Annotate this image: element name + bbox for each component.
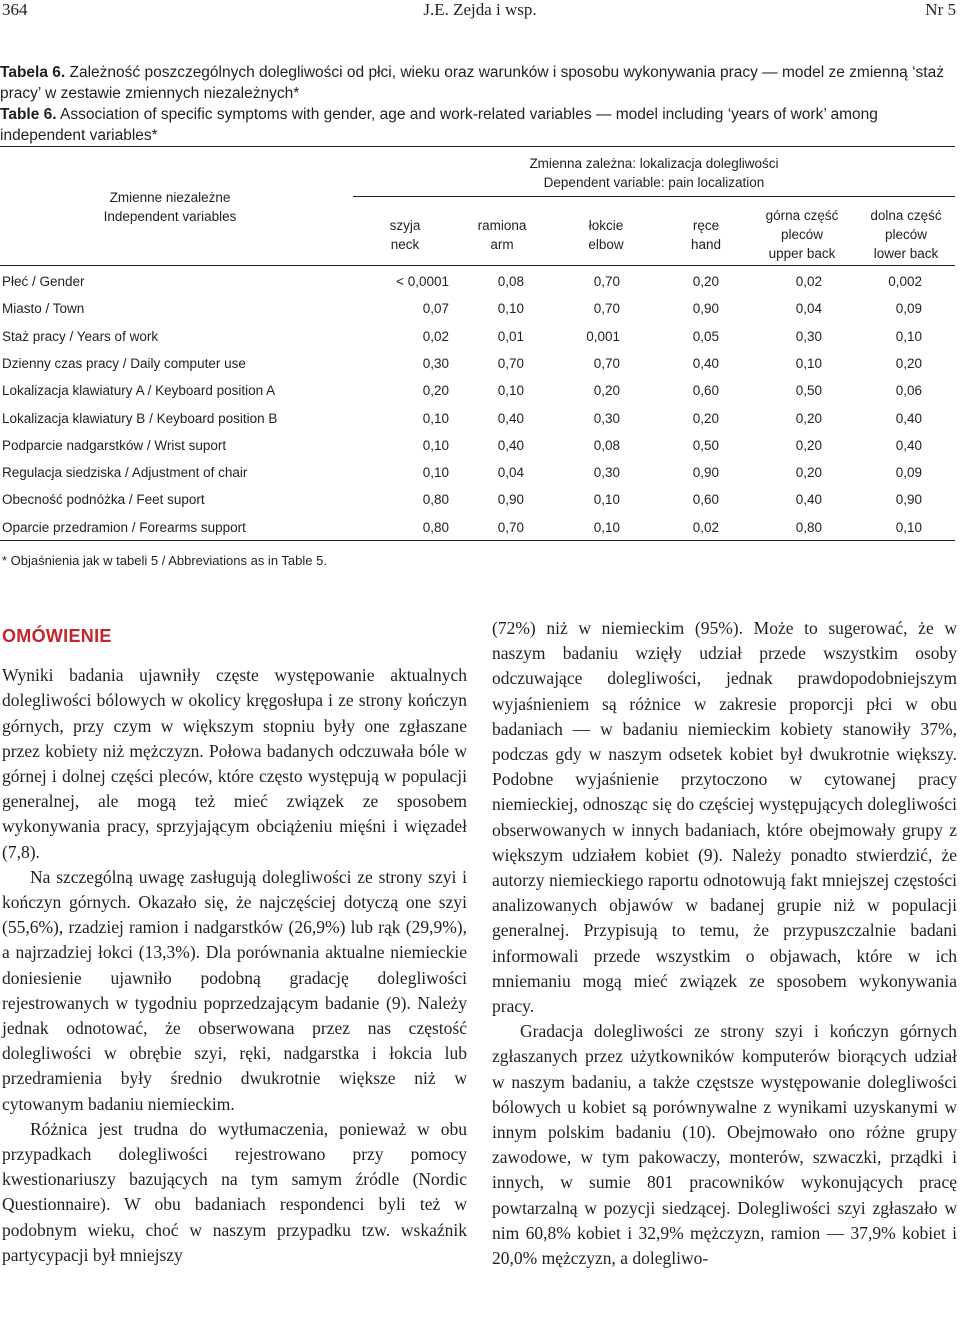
caption-en-label: Table 6.: [0, 106, 57, 123]
cell-value: 0,09: [895, 465, 922, 481]
cell-value: 0,20: [795, 437, 822, 453]
cell-value: 0,02: [692, 519, 719, 535]
section-title: OMÓWIENIE: [2, 626, 112, 646]
cell-value: 0,001: [586, 328, 620, 344]
cell-value: 0,40: [497, 410, 524, 426]
cell-value: 0,60: [692, 492, 719, 508]
caption-pl-label: Tabela 6.: [0, 64, 66, 81]
col-upper-back-pl1: górna część: [765, 208, 839, 223]
cell-value: 0,10: [593, 519, 620, 535]
table-bottom-rule: [0, 540, 955, 541]
dep-header-rule: [353, 196, 955, 197]
caption-pl: [0, 62, 950, 104]
cell-value: 0,80: [795, 519, 822, 535]
col-elbow-en: elbow: [588, 237, 624, 252]
col-elbow-pl: łokcie: [588, 218, 624, 233]
cell-value: 0,20: [795, 410, 822, 426]
left-paragraph-3: Różnica jest trudna do wytłumaczenia, ponieważ w obu przypadkach dolegliwości rejestrowano przy pomocy kwestionariuszy bazujących na tym samym źródle (Nordic Questionnaire). W obu badaniach respondenci byli też w podobnym wieku, choć w naszym przypadku tzw. wskaźnik partycypacji był mniejszy: [2, 1118, 467, 1265]
cell-value: < 0,0001: [396, 274, 449, 289]
indep-header-en: Independent variables: [103, 209, 237, 224]
col-header-arm: [452, 216, 552, 254]
col-arm-en: arm: [490, 237, 514, 252]
row-label: Lokalizacja klawiatury B / Keyboard position B: [2, 410, 278, 426]
row-label: Miasto / Town: [2, 301, 85, 317]
dep-header-en: Dependent variable: pain localization: [543, 175, 765, 190]
table-row: [0, 408, 955, 430]
col-neck-en: neck: [390, 237, 420, 252]
cell-value: 0,02: [422, 328, 449, 344]
right-paragraph-2: Gradacja dolegliwości ze strony szyi i kończyn górnych zgłaszanych przez użytkowników komputerów biorących udział w naszym badaniu, a także częstsze występowanie dolegliwości bólowych u kobiet są porównywalne z wynikami uzyskanymi w innym polskim badaniu (10). Obejmowało ono różne grupy zawodowe, w tym pakowaczy, monterów, szwaczki, prządki i innych, w sumie 801 pracowników wykonujących pracę powtarzalną w pozycji siedzącej. Dolegliwości szyi zgłaszało w nim 60,8% kobiet i 32,9% mężczyzn, ramion — 37,9% kobiet i 20,0% mężczyzn, a dolegliwo-: [492, 1021, 957, 1269]
cell-value: 0,70: [593, 355, 620, 371]
table-row: [0, 489, 955, 511]
col-arm-pl: ramiona: [477, 218, 527, 233]
cell-value: 0,60: [692, 383, 719, 399]
col-header-elbow: [556, 216, 656, 254]
cell-value: 0,30: [795, 328, 822, 344]
indep-header: [60, 188, 280, 226]
table-row: [0, 435, 955, 457]
dep-header-pl: Zmienna zależna: lokalizacja dolegliwości: [529, 156, 779, 171]
cell-value: 0,90: [692, 465, 719, 481]
cell-value: 0,90: [895, 492, 922, 508]
cell-value: 0,06: [895, 383, 922, 399]
cell-value: 0,80: [422, 519, 449, 535]
page-number: 364: [2, 0, 28, 19]
col-header-hand: [656, 216, 756, 254]
cell-value: 0,70: [497, 355, 524, 371]
cell-value: 0,10: [497, 383, 524, 399]
col-hand-pl: ręce: [692, 218, 720, 233]
table-row: [0, 298, 955, 320]
cell-value: 0,02: [795, 274, 822, 289]
cell-value: 0,04: [795, 301, 822, 317]
cell-value: 0,10: [497, 301, 524, 317]
cell-value: 0,40: [895, 437, 922, 453]
cell-value: 0,05: [692, 328, 719, 344]
table-row: [0, 271, 955, 293]
cell-value: 0,80: [422, 492, 449, 508]
cell-value: 0,20: [593, 383, 620, 399]
cell-value: 0,08: [593, 437, 620, 453]
col-lower-back-en: lower back: [873, 246, 939, 261]
col-upper-back-pl2: pleców: [780, 227, 824, 242]
cell-value: 0,10: [895, 519, 922, 535]
table-row: [0, 380, 955, 402]
left-paragraph-2: Na szczególną uwagę zasługują dolegliwości ze strony szyi i kończyn górnych. Okazało się, że najczęściej dotyczą one szyi (55,6%), rzadziej ramion i nadgarstków (26,9%) lub rąk (29,9%), a najrzadziej łokci (13,3%). Dla porównania aktualne niemieckie doniesienie ujawniło podobną gradację dolegliwości rejestrowanych w tygodniu poprzedzającym badanie (9). Należy jednak odnotować, że obserwowana przez nas częstość dolegliwości w obrębie szyi, ręki, nadgarstka i łokcia lub przedramienia były średnio dwukrotnie większe niż w cytowanym badaniu niemieckim.: [2, 866, 467, 1114]
cell-value: 0,10: [422, 465, 449, 481]
cell-value: 0,08: [497, 274, 524, 289]
col-hand-en: hand: [690, 237, 722, 252]
table-caption: [0, 62, 950, 146]
cell-value: 0,70: [497, 519, 524, 535]
table-row: [0, 353, 955, 375]
table-top-rule: [0, 146, 955, 147]
caption-pl-text: Zależność poszczególnych dolegliwości od płci, wieku oraz warunków i sposobu wykonywania pracy — model ze zmienną ‘staż pracy’ w zestawie zmiennych niezależnych*: [0, 64, 944, 102]
row-label: Regulacja siedziska / Adjustment of chair: [2, 465, 248, 481]
cell-value: 0,20: [692, 410, 719, 426]
cell-value: 0,10: [422, 437, 449, 453]
left-column: [2, 616, 467, 1268]
cell-value: 0,002: [888, 274, 922, 289]
col-header-neck: [355, 216, 455, 254]
running-authors: J.E. Zejda i wsp.: [423, 0, 537, 19]
right-paragraph-1: (72%) niż w niemieckim (95%). Może to sugerować, że w naszym badaniu wzięły udział przede wszystkim osoby odczuwające dolegliwości, jednak prawdopodobniejszym wyjaśnieniem są różnice w zakresie proporcji płci w obu badaniach — w badaniu niemieckim kobiety stanowiły 37%, podczas gdy w naszym odsetek kobiet był dwukrotnie większy. Podobne wyjaśnienie przytoczono w cytowanej pracy niemieckiej, odnosząc się do częściej występujących dolegliwości obserwowanych w innych badaniach, które obejmowały grupy z większym udziałem kobiet (9). Należy ponadto stwierdzić, że autorzy niemieckiego raportu odnotowują fakt mniejszej częstości analizowanych objawów w badanej grupie niż w populacji generalnej. Przypisują to temu, że przypuszczalnie badani informowali przede wszystkim o objawach, które w ich mniemaniu mogą mieć związek ze sposobem wykonywania pracy.: [492, 618, 957, 1017]
issue-number: Nr 5: [925, 0, 956, 19]
cell-value: 0,10: [895, 328, 922, 344]
cell-value: 0,50: [795, 383, 822, 399]
cell-value: 0,40: [895, 410, 922, 426]
table-row: [0, 517, 955, 539]
row-label: Dzienny czas pracy / Daily computer use: [2, 355, 246, 371]
cell-value: 0,30: [593, 465, 620, 481]
dep-header: [353, 154, 955, 192]
cell-value: 0,09: [895, 301, 922, 317]
cell-value: 0,10: [422, 410, 449, 426]
cell-value: 0,40: [497, 437, 524, 453]
cell-value: 0,20: [895, 355, 922, 371]
row-label: Staż pracy / Years of work: [2, 328, 159, 344]
row-label: Płeć / Gender: [2, 274, 85, 289]
col-lower-back-pl2: pleców: [884, 227, 928, 242]
caption-en: [0, 104, 950, 146]
cell-value: 0,04: [497, 465, 524, 481]
running-header: [0, 0, 960, 28]
row-label: Obecność podnóżka / Feet suport: [2, 492, 205, 508]
cell-value: 0,90: [692, 301, 719, 317]
table-row: [0, 462, 955, 484]
col-header-lower-back: [856, 206, 956, 263]
left-paragraph-1: Wyniki badania ujawniły częste występowanie aktualnych dolegliwości bólowych w okolicy kręgosłupa i ze strony kończyn górnych, przy czym w większym stopniu były one zgłaszane przez kobiety niż mężczyzn. Połowa badanych odczuwała bóle w górnej i dolnej części pleców, które często występują w populacji generalnej, ale mogą też mieć związek ze sposobem wykonywania pracy, sprzyjającym obciążeniu mięśni i więzadeł (7,8).: [2, 665, 467, 862]
cell-value: 0,70: [593, 301, 620, 317]
cell-value: 0,50: [692, 437, 719, 453]
cell-value: 0,90: [497, 492, 524, 508]
cell-value: 0,70: [593, 274, 620, 289]
table-footnote: * Objaśnienia jak w tabeli 5 / Abbreviations as in Table 5.: [2, 553, 327, 568]
cell-value: 0,20: [422, 383, 449, 399]
row-label: Podparcie nadgarstków / Wrist suport: [2, 437, 227, 453]
indep-header-pl: Zmienne niezależne: [109, 190, 231, 205]
cell-value: 0,40: [692, 355, 719, 371]
row-label: Oparcie przedramion / Forearms support: [2, 519, 246, 535]
col-neck-pl: szyja: [389, 218, 421, 233]
caption-en-text: Association of specific symptoms with gender, age and work-related variables — model including ‘years of work’ among independent variables*: [0, 106, 878, 144]
table-row: [0, 326, 955, 348]
row-label: Lokalizacja klawiatury A / Keyboard position A: [2, 383, 276, 399]
col-upper-back-en: upper back: [768, 246, 836, 261]
right-column: [492, 616, 957, 1271]
cell-value: 0,30: [422, 355, 449, 371]
cell-value: 0,20: [692, 274, 719, 289]
cell-value: 0,07: [422, 301, 449, 317]
header-bottom-rule: [0, 265, 955, 266]
col-header-upper-back: [752, 206, 852, 263]
cell-value: 0,10: [795, 355, 822, 371]
cell-value: 0,01: [497, 328, 524, 344]
cell-value: 0,20: [795, 465, 822, 481]
cell-value: 0,10: [593, 492, 620, 508]
cell-value: 0,40: [795, 492, 822, 508]
col-lower-back-pl1: dolna część: [870, 208, 942, 223]
cell-value: 0,30: [593, 410, 620, 426]
